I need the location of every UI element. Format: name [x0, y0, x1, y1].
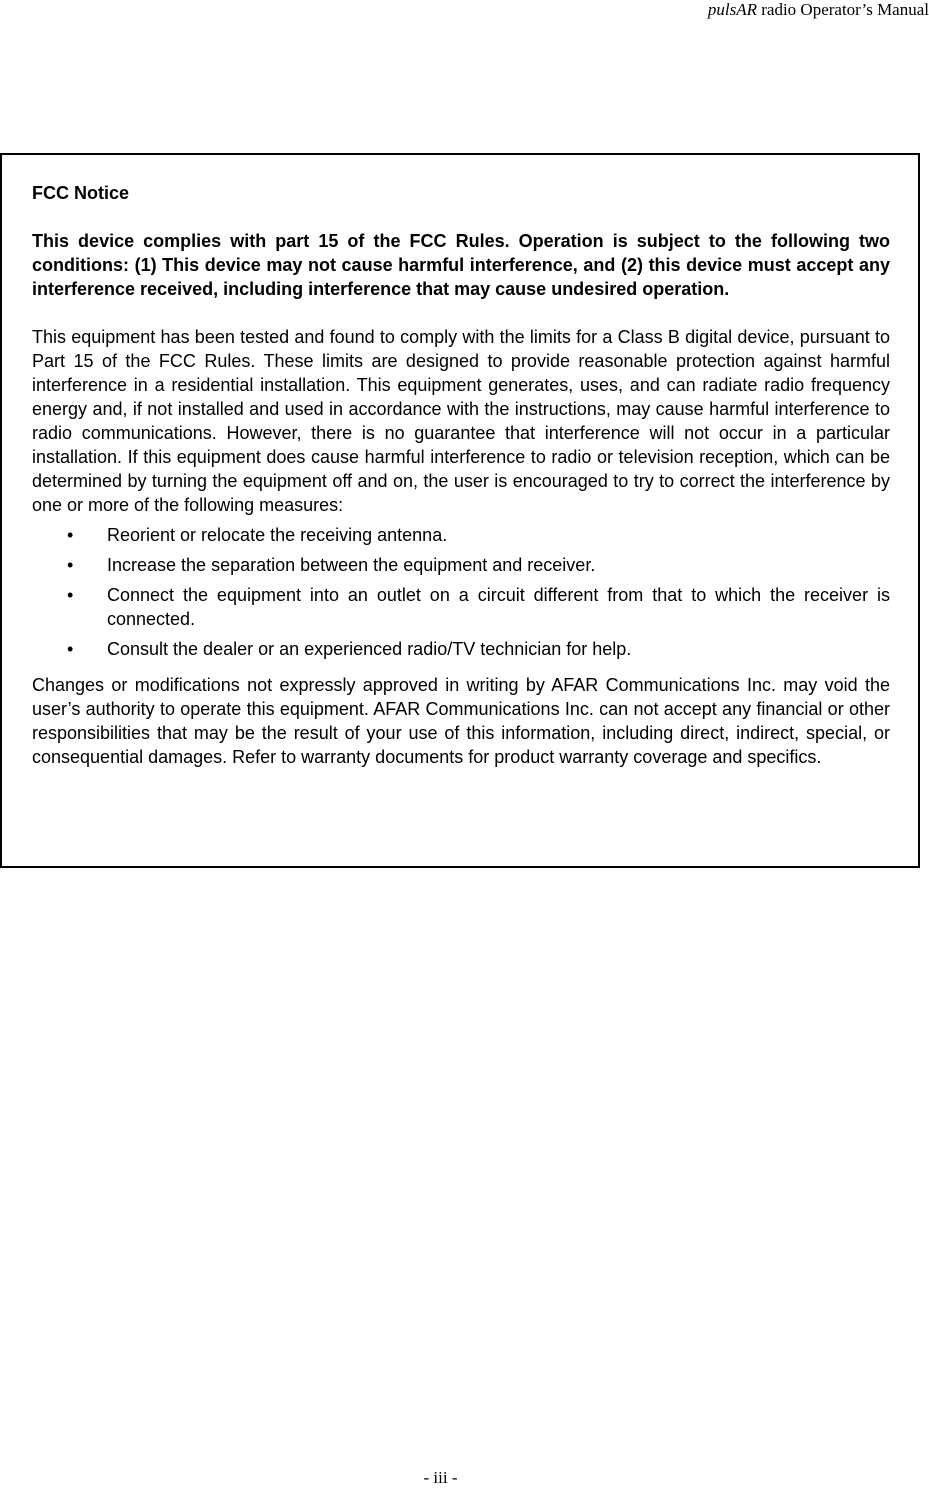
- measure-text: Reorient or relocate the receiving antenna.: [107, 525, 448, 545]
- measure-text: Connect the equipment into an outlet on a circuit different from that to which the receiver is connected.: [107, 585, 890, 629]
- running-header: [708, 0, 929, 20]
- measure-text: Increase the separation between the equipment and receiver.: [107, 555, 596, 575]
- compliance-statement: This device complies with part 15 of the FCC Rules. Operation is subject to the following two conditions: (1) This device may not cause harmful interference, and (2) this device must accept any interference received, including interference that may cause undesired operation.: [32, 231, 890, 299]
- bullet-icon: •: [67, 555, 74, 575]
- page-number: - iii -: [423, 1468, 458, 1487]
- changes-statement: Changes or modifications not expressly approved in writing by AFAR Communications Inc. may void the user’s authority to operate this equipment. AFAR Communications Inc. can not accept any financial or other responsibilities that may be the result of your use of this information, including direct, indirect, special, or consequential damages. Refer to warranty documents for product warranty coverage and specifics.: [32, 675, 890, 767]
- list-item: [32, 637, 890, 661]
- manual-title-product: pulsAR: [707, 0, 757, 19]
- list-item: [32, 553, 890, 577]
- list-item: [32, 523, 890, 547]
- bullet-icon: •: [67, 525, 74, 545]
- list-item: [32, 583, 890, 631]
- equipment-statement: This equipment has been tested and found to comply with the limits for a Class B digital device, pursuant to Part 15 of the FCC Rules. These limits are designed to provide reasonable protection against harmful interference in a residential installation. This equipment generates, uses, and can radiate radio frequency energy and, if not installed and used in accordance with the instructions, may cause harmful interference to radio communications. However, there is no guarantee that interference will not occur in a particular installation. If this equipment does cause harmful interference to radio or television reception, which can be determined by turning the equipment off and on, the user is encouraged to try to correct the interference by one or more of the following measures:: [32, 327, 890, 515]
- bullet-icon: •: [67, 639, 74, 659]
- measures-list: [32, 523, 890, 661]
- measure-text: Consult the dealer or an experienced radio/TV technician for help.: [107, 639, 632, 659]
- manual-title-rest: radio Operator’s Manual: [757, 0, 929, 19]
- bullet-icon: •: [67, 585, 74, 605]
- notice-title: FCC Notice: [32, 183, 130, 203]
- fcc-notice-box: [0, 153, 920, 868]
